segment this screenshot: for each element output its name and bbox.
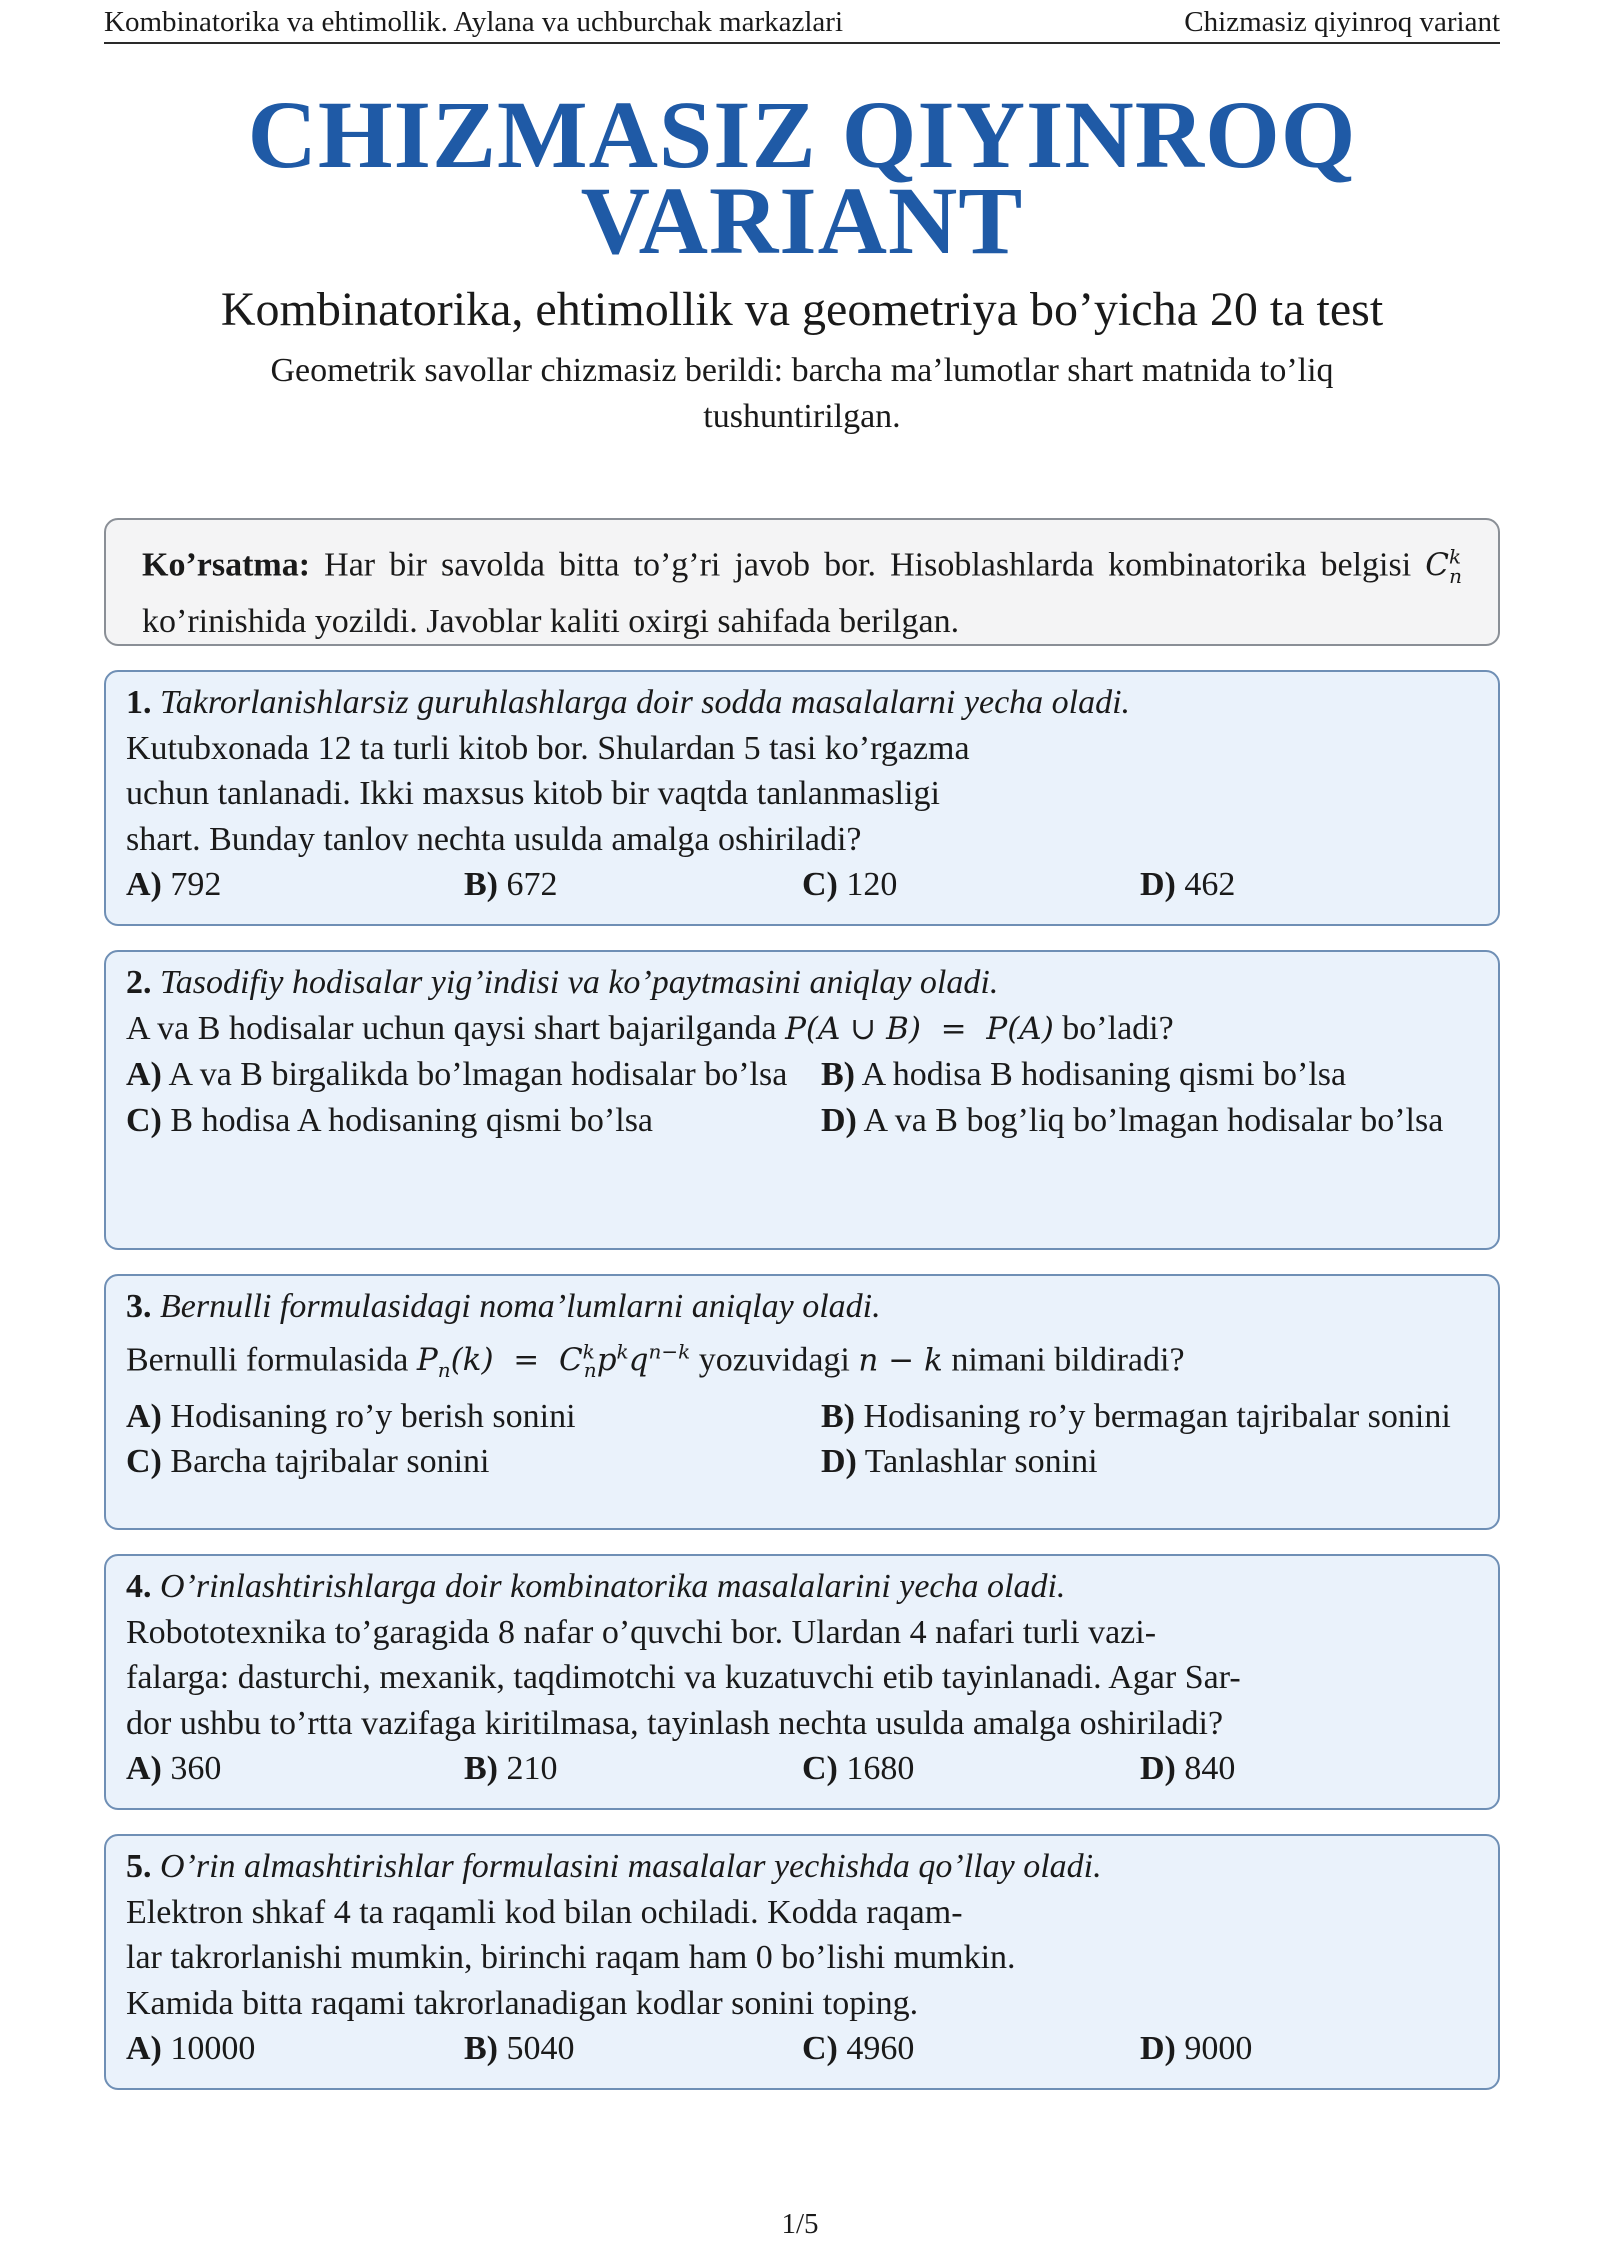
question-line: dor ushbu to’rtta vazifaga kiritilmasa, tayinlash nechta usulda amalga oshiriladi? bbox=[126, 1704, 1224, 1742]
instruction-text-after: ko’rinishida yozildi. Javoblar kaliti oxirgi sahifada berilgan. bbox=[142, 602, 960, 640]
option-text: Hodisaning ro’y berish sonini bbox=[170, 1397, 576, 1435]
answer-options bbox=[126, 1394, 1478, 1485]
option-a[interactable] bbox=[126, 1394, 821, 1440]
option-text: 840 bbox=[1184, 1750, 1236, 1787]
option-b[interactable] bbox=[464, 1746, 802, 1792]
option-d[interactable] bbox=[821, 1439, 1501, 1485]
question-1 bbox=[104, 670, 1500, 926]
running-header bbox=[104, 0, 1500, 44]
option-label: C) bbox=[126, 1101, 162, 1139]
question-line: lar takrorlanishi mumkin, birinchi raqam ham 0 bo’lishi mumkin. bbox=[126, 1939, 1016, 1976]
option-label: B) bbox=[464, 1750, 498, 1787]
instruction-box bbox=[104, 518, 1500, 646]
option-text: 4960 bbox=[846, 2030, 915, 2067]
question-stem-end: bo’ladi? bbox=[1062, 1009, 1174, 1047]
option-label: B) bbox=[464, 2030, 498, 2067]
option-a[interactable] bbox=[126, 2026, 464, 2072]
option-label: D) bbox=[1140, 2030, 1176, 2067]
option-text: Tanlashlar sonini bbox=[864, 1443, 1098, 1481]
bernoulli-formula: $P_n(k) = C^k_np^kq^{n-k}$ bbox=[416, 1339, 691, 1383]
option-text: 672 bbox=[506, 866, 558, 903]
question-topic: O’rinlashtirishlarga doir kombinatorika masalalarini yecha oladi. bbox=[160, 1568, 1066, 1605]
option-text: 210 bbox=[506, 1750, 558, 1787]
question-topic: Takrorlanishlarsiz guruhlashlarga doir sodda masalalarni yecha oladi. bbox=[160, 684, 1131, 721]
question-number: 1. bbox=[126, 684, 152, 721]
question-stem-mid: yozuvidagi bbox=[698, 1340, 850, 1378]
question-line: uchun tanlanadi. Ikki maxsus kitob bir vaqtda tanlanmasligi bbox=[126, 775, 940, 812]
question-topic: Tasodifiy hodisalar yig’indisi va ko’paytmasini aniqlay oladi. bbox=[160, 964, 999, 1001]
combination-symbol bbox=[1425, 545, 1463, 588]
option-label: A) bbox=[126, 1397, 162, 1435]
option-text: A hodisa B hodisaning qismi bo’lsa bbox=[861, 1056, 1347, 1093]
option-c[interactable] bbox=[126, 1098, 821, 1144]
combination-symbol-base: C bbox=[1425, 547, 1449, 584]
page-title bbox=[104, 81, 1500, 274]
instruction-text-before: Har bir savolda bitta to’g’ri javob bor. Hisoblashlarda kombinatorika belgisi bbox=[324, 546, 1412, 584]
header-right: Chizmasiz qiyinroq variant bbox=[1184, 5, 1500, 38]
option-c[interactable] bbox=[802, 862, 1140, 908]
option-text: 360 bbox=[170, 1750, 222, 1787]
option-label: C) bbox=[802, 2030, 838, 2067]
option-d[interactable] bbox=[1140, 1746, 1478, 1792]
question-stem: A va B hodisalar uchun qaysi shart bajarilganda bbox=[126, 1009, 777, 1047]
option-label: B) bbox=[821, 1056, 855, 1093]
question-line: Kutubxonada 12 ta turli kitob bor. Shulardan 5 tasi ko’rgazma bbox=[126, 729, 970, 767]
option-text: 120 bbox=[846, 866, 898, 903]
combination-symbol-sup: k bbox=[1449, 545, 1462, 569]
page-note: Geometrik savollar chizmasiz berildi: barcha ma’lumotlar shart matnida to’liq tushuntirilgan. bbox=[270, 352, 1334, 435]
option-text: 792 bbox=[170, 866, 222, 903]
answer-options bbox=[126, 2026, 1478, 2072]
answer-options bbox=[126, 1052, 1478, 1143]
question-line: shart. Bunday tanlov nechta usulda amalga oshiriladi? bbox=[126, 820, 862, 858]
option-label: A) bbox=[126, 866, 162, 903]
option-b[interactable] bbox=[464, 862, 802, 908]
option-text: A va B birgalikda bo’lmagan hodisalar bo’lsa bbox=[168, 1056, 788, 1093]
question-topic: O’rin almashtirishlar formulasini masalalar yechishda qo’llay oladi. bbox=[160, 1848, 1102, 1885]
question-line: Robototexnika to’garagida 8 nafar o’quvchi bor. Ulardan 4 nafari turli vazi- bbox=[126, 1613, 1157, 1651]
question-math: P(A ∪ B) = P(A) bbox=[785, 1010, 1054, 1047]
option-a[interactable] bbox=[126, 862, 464, 908]
option-label: C) bbox=[802, 1750, 838, 1787]
question-number: 2. bbox=[126, 964, 152, 1001]
option-label: D) bbox=[821, 1443, 857, 1481]
option-label: D) bbox=[1140, 866, 1176, 903]
page-number: 1/5 bbox=[781, 2208, 819, 2240]
header-left: Kombinatorika va ehtimollik. Aylana va uchburchak markazlari bbox=[104, 5, 844, 38]
answer-options bbox=[126, 862, 1478, 908]
option-a[interactable] bbox=[126, 1746, 464, 1792]
title-block bbox=[104, 81, 1500, 440]
option-label: B) bbox=[464, 866, 498, 903]
option-text: 10000 bbox=[170, 2030, 256, 2067]
question-number: 4. bbox=[126, 1568, 152, 1605]
option-label: C) bbox=[802, 866, 838, 903]
option-c[interactable] bbox=[802, 1746, 1140, 1792]
question-line: Kamida bitta raqami takrorlanadigan kodlar sonini toping. bbox=[126, 1984, 919, 2022]
question-3 bbox=[104, 1274, 1500, 1530]
option-b[interactable] bbox=[821, 1052, 1501, 1098]
option-c[interactable] bbox=[126, 1439, 821, 1485]
option-b[interactable] bbox=[464, 2026, 802, 2072]
question-number: 5. bbox=[126, 1848, 152, 1885]
page-title-line-2: VARIANT bbox=[580, 167, 1024, 274]
option-d[interactable] bbox=[1140, 2026, 1478, 2072]
option-label: A) bbox=[126, 1056, 162, 1093]
option-label: C) bbox=[126, 1443, 162, 1481]
page-subtitle: Kombinatorika, ehtimollik va geometriya bo’yicha 20 ta test bbox=[220, 283, 1384, 336]
question-math: n − k bbox=[858, 1341, 943, 1378]
option-label: B) bbox=[821, 1397, 855, 1435]
option-text: 1680 bbox=[846, 1750, 915, 1787]
option-d[interactable] bbox=[1140, 862, 1478, 908]
option-b[interactable] bbox=[821, 1394, 1501, 1440]
option-text: 5040 bbox=[506, 2030, 575, 2067]
instruction-label: Ko’rsatma: bbox=[142, 546, 311, 584]
question-5 bbox=[104, 1834, 1500, 2090]
option-d[interactable] bbox=[821, 1098, 1501, 1144]
option-c[interactable] bbox=[802, 2026, 1140, 2072]
option-label: D) bbox=[821, 1101, 857, 1139]
option-a[interactable] bbox=[126, 1052, 821, 1098]
option-label: D) bbox=[1140, 1750, 1176, 1787]
option-text: Hodisaning ro’y bermagan tajribalar sonini bbox=[863, 1397, 1451, 1435]
option-text: 462 bbox=[1184, 866, 1236, 903]
option-text: 9000 bbox=[1184, 2030, 1253, 2067]
option-label: A) bbox=[126, 1750, 162, 1787]
question-number: 3. bbox=[126, 1288, 152, 1325]
page-title-line-1: CHIZMASIZ QIYINROQ bbox=[247, 81, 1357, 188]
question-4 bbox=[104, 1554, 1500, 1810]
question-line: falarga: dasturchi, mexanik, taqdimotchi va kuzatuvchi etib tayinlanadi. Agar Sar- bbox=[126, 1659, 1241, 1696]
answer-options bbox=[126, 1746, 1478, 1792]
question-line: Elektron shkaf 4 ta raqamli kod bilan ochiladi. Kodda raqam- bbox=[126, 1893, 963, 1931]
option-text: A va B bog’liq bo’lmagan hodisalar bo’lsa bbox=[863, 1101, 1444, 1139]
question-stem-end: nimani bildiradi? bbox=[951, 1340, 1185, 1378]
option-text: Barcha tajribalar sonini bbox=[170, 1443, 490, 1481]
option-label: A) bbox=[126, 2030, 162, 2067]
option-text: B hodisa A hodisaning qismi bo’lsa bbox=[170, 1101, 654, 1139]
question-stem: Bernulli formulasida bbox=[126, 1340, 409, 1378]
question-2 bbox=[104, 950, 1500, 1250]
question-topic: Bernulli formulasidagi noma’lumlarni aniqlay oladi. bbox=[160, 1288, 881, 1325]
combination-symbol-sub: n bbox=[1449, 563, 1463, 588]
